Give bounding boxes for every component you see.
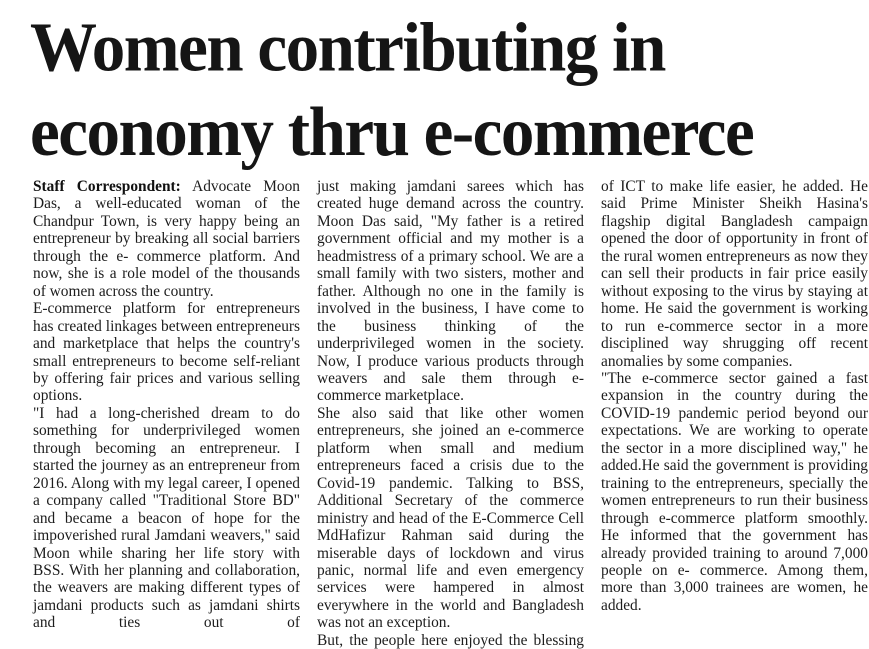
headline-line-2: economy thru e-commerce (30, 93, 754, 171)
article-column-2 (317, 178, 584, 649)
paragraph: "The e-commerce sector gained a fast expansion in the country during the COVID-19 pandemic period beyond our expectations. We are working to operate the sector in a more disciplined way," he added.He said the government is providing training to the entrepreneurs, specially the women entrepreneurs to run their business through e-commerce platform smoothly. He informed that the government has already provided training to around 7,000 people on e- commerce. Among them, more than 3,000 trainees are women, he added. (601, 369, 868, 614)
article-column-3 (601, 178, 868, 649)
paragraph: just making jamdani sarees which has created huge demand across the country. Moon Das said, "My father is a retired government official and my mother is a headmistress of a primary school. We are a small family with two sisters, mother and father. Although no one in the family is involved in the business, I have come to the business thinking of the underprivileged women in the society. Now, I produce various products through weavers and sale them through e-commerce marketplace. (317, 178, 584, 405)
article-column-1 (33, 178, 300, 649)
paragraph: But, the people here enjoyed the blessing (317, 631, 584, 649)
headline-line-1: Women contributing in (30, 9, 665, 87)
article-headline (0, 0, 869, 175)
paragraph: E-commerce platform for entrepreneurs has created linkages between entrepreneurs and marketplace that helps the country's small entrepreneurs to become self-reliant by offering fair prices and various selling options. (33, 300, 300, 405)
paragraph-text: Advocate Moon Das, a well-educated woman of the Chandpur Town, is very happy being an entrepreneur by breaking all social barriers through the e- commerce platform. And now, she is a role model of the thousands of women across the country. (33, 178, 300, 300)
paragraph-lead (33, 178, 300, 300)
paragraph: of ICT to make life easier, he added. He said Prime Minister Sheikh Hasina's flagship digital Bangladesh campaign opened the door of opportunity in front of the rural women entrepreneurs as now they can sell their products in fair price easily without exposing to the virus by staying at home. He said the government is working to run e-commerce sector in a more disciplined way shrugging off recent anomalies by some companies. (601, 178, 868, 370)
article-body (0, 178, 869, 649)
paragraph: She also said that like other women entrepreneurs, she joined an e-commerce platform when small and medium entrepreneurs faced a crisis due to the Covid-19 pandemic. Talking to BSS, Additional Secretary of the commerce ministry and head of the E-Commerce Cell MdHafizur Rahman said during the miserable days of lockdown and virus panic, normal life and even emergency services were hampered in almost everywhere in the world and Bangladesh was not an exception. (317, 404, 584, 632)
byline-label: Staff Correspondent: (33, 178, 181, 195)
paragraph: "I had a long-cherished dream to do something for underprivileged women through becoming an entrepreneur. I started the journey as an entrepreneur from 2016. Along with my legal career, I opened a company called "Traditional Store BD" and became a beacon of hope for the impoverished rural Jamdani weavers," said Moon while sharing her life story with BSS. With her planning and collaboration, the weavers are making different types of jamdani products such as jamdani shirts and ties out of (33, 404, 300, 632)
